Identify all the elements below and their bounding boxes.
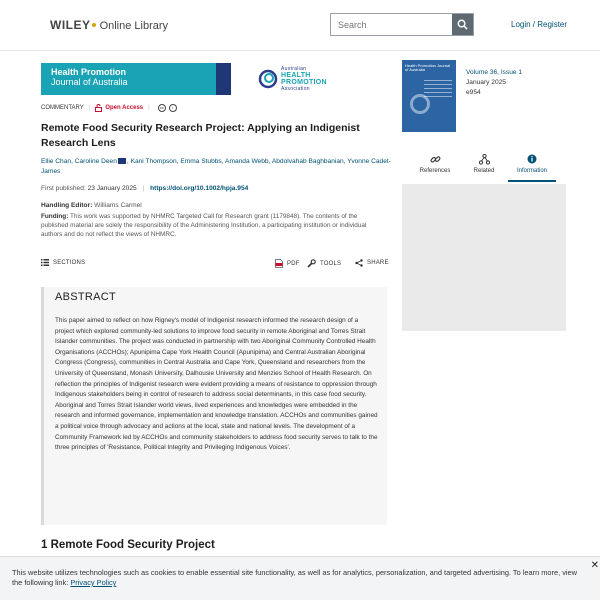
- tab-references[interactable]: [411, 152, 459, 182]
- site-header: [0, 0, 600, 51]
- open-access-badge: [95, 104, 143, 112]
- doi-link[interactable]: https://doi.org/10.1002/hpja.954: [150, 185, 249, 192]
- pub-separator: |: [142, 185, 145, 192]
- author-link[interactable]: Ellie Chan: [41, 158, 72, 165]
- list-icon: [41, 259, 49, 266]
- open-lock-icon: [95, 104, 102, 112]
- side-tabs: [402, 152, 556, 182]
- wiley-logo[interactable]: [50, 18, 168, 32]
- privacy-policy-link[interactable]: Privacy Policy: [70, 578, 117, 587]
- tab-information-label: Information: [516, 168, 547, 174]
- network-icon: [479, 154, 490, 165]
- author-link[interactable]: Yvonne Cadet-James: [41, 158, 391, 175]
- assoc-line1: Australian: [281, 66, 307, 72]
- handling-editor-name: Williams Carmel: [94, 202, 142, 209]
- share-icon: [355, 259, 363, 267]
- cookie-banner: [0, 556, 600, 600]
- corresponding-author-mail-icon[interactable]: [118, 158, 126, 164]
- author-link[interactable]: Amanda Webb: [225, 158, 269, 165]
- article-meta-row: [41, 104, 177, 112]
- search-icon: [457, 19, 468, 30]
- author-list: Ellie Chan, Caroline Deen , Kani Thompson, Emma Stubbs, Amanda Webb, Abdolvahab Baghbanian, Yvonne Cadet-James: [41, 158, 391, 175]
- issue-date: January 2025: [466, 79, 506, 86]
- handling-editor-label: Handling Editor:: [41, 202, 93, 209]
- assoc-line4: Association: [281, 86, 310, 92]
- journal-name-line1: Health Promotion: [51, 67, 127, 77]
- assoc-line2: HEALTH: [281, 72, 311, 79]
- cover-title: Health Promotion Journal of Australia: [405, 63, 451, 72]
- brand-online-library: Online Library: [99, 20, 169, 32]
- journal-cover-image[interactable]: [402, 60, 456, 132]
- pdf-label: PDF: [287, 260, 300, 267]
- close-icon[interactable]: ✕: [590, 560, 599, 571]
- brand-dot: [92, 23, 96, 27]
- sections-button[interactable]: [41, 259, 85, 266]
- author-link[interactable]: Kani Thompson: [130, 158, 177, 165]
- author-link[interactable]: Caroline Deen: [74, 158, 117, 165]
- first-published-date: 23 January 2025: [87, 185, 137, 192]
- journal-banner[interactable]: [41, 63, 231, 95]
- cover-decoration: [424, 80, 452, 100]
- wrench-icon: [307, 259, 316, 268]
- attribution-icon: i: [169, 104, 177, 112]
- tab-references-label: References: [419, 168, 451, 174]
- journal-name-line2: Journal of Australia: [51, 77, 128, 87]
- share-label: SHARE: [367, 260, 389, 266]
- article-toolbar: [41, 259, 387, 271]
- handling-editor: [41, 202, 142, 209]
- abstract-section: [41, 287, 387, 525]
- funding-statement: [41, 212, 386, 239]
- tab-related[interactable]: [460, 152, 508, 182]
- tab-information[interactable]: [508, 152, 556, 182]
- issue-info: [466, 68, 522, 98]
- cover-swirl-icon: [410, 94, 430, 114]
- search-input[interactable]: [331, 14, 451, 35]
- meta-separator: |: [148, 105, 150, 111]
- brand-wiley: WILEY: [50, 18, 91, 32]
- login-register-link[interactable]: Login / Register: [511, 20, 568, 29]
- tools-label: TOOLS: [320, 260, 342, 267]
- cookie-text: This website utilizes technologies such as cookies to enable essential site functionality, as well as for analytics, personalization, and targeted advertising. To learn more, view the following link:: [12, 568, 577, 587]
- author-link[interactable]: Emma Stubbs: [180, 158, 222, 165]
- search-button[interactable]: [452, 14, 473, 35]
- section-heading: 1 Remote Food Security Project: [41, 539, 215, 551]
- banner-accent: [216, 63, 231, 95]
- article-title: Remote Food Security Research Project: Applying an Indigenist Research Lens: [41, 122, 360, 149]
- assoc-line3: PROMOTION: [281, 79, 327, 86]
- first-published-label: First published:: [41, 185, 86, 192]
- abstract-heading: ABSTRACT: [55, 291, 117, 303]
- link-icon: [430, 154, 441, 165]
- meta-separator: |: [88, 105, 91, 111]
- pdf-icon: [275, 259, 283, 268]
- author-link[interactable]: Abdolvahab Baghbanian: [271, 158, 344, 165]
- volume-issue-link[interactable]: Volume 36, Issue 1: [466, 69, 523, 76]
- pdf-button[interactable]: [275, 259, 300, 268]
- article-number: e954: [466, 89, 481, 96]
- sections-label: SECTIONS: [53, 259, 86, 266]
- association-swirl-icon: [258, 69, 278, 89]
- cookie-message: [12, 568, 588, 588]
- creative-commons-icon: cc: [159, 105, 164, 110]
- information-panel: [402, 184, 566, 331]
- search-box: [330, 13, 474, 36]
- tools-button[interactable]: [307, 259, 341, 268]
- publication-info: [41, 185, 248, 192]
- tab-related-label: Related: [473, 168, 495, 174]
- abstract-body: This paper aimed to reflect on how Rigney's model of Indigenist research informed the research design of a project which explored community-led solutions to improve food security in remote Aboriginal and Torres Strait Islander communities. The project was conducted in partnership with two Aboriginal Community Controlled Health Organisations (ACCHOs); Apunipima Cape York Health Council (Apunipima) and Central Australian Aboriginal Congress (Congress), communities in Central Australia and Cape York, Queensland and researchers from the University of Queensland, Monash University, Dalhousie University and Menzies School of Health Research. On reflection the principles of Indigenist research were evident providing a means of resistance to oppression through Indigenous stakeholders being in control of research to address social determinants, in this case food security. Aboriginal and Torres Strait Islander world views, lived experiences and knowledges were embedded in the research and informed governance, implementation and knowledge translation. ACCHOs and communities gained a political voice through advocacy and actions at the local, state and national levels. The development of a Community Framework led by ACCHOs and community stakeholders to address food security serves to talk to the three principles of 'Resistance, Political Integrity and Privileging Indigenous Voices'.: [55, 317, 378, 452]
- funding-text: This work was supported by NHMRC Targeted Call for Research grant (1179848). The contents of the published material are solely the responsibility of the Administering Institution, a participating institution or individual authors and do not reflect the views of NHMRC.: [41, 213, 367, 238]
- funding-label: Funding:: [41, 213, 69, 220]
- share-button[interactable]: [355, 259, 389, 267]
- association-logo[interactable]: [258, 66, 327, 92]
- article-type: COMMENTARY: [41, 105, 84, 111]
- open-access-label: Open Access: [105, 105, 144, 111]
- info-icon: [527, 154, 537, 164]
